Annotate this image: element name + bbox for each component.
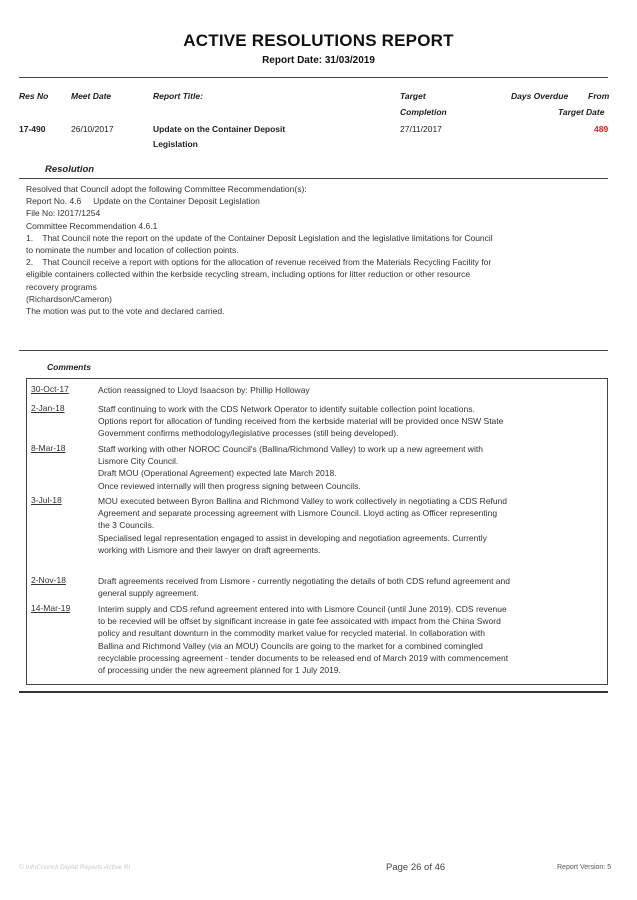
record-meet-date: 26/10/2017 [71,124,114,134]
comment-line: Lismore City Council. [98,456,179,467]
record-report-title-line1: Update on the Container Deposit [153,124,286,134]
report-date: Report Date: 31/03/2019 [262,55,375,66]
comment-line: Government confirms methodology/legislative processes (still being developed). [98,428,399,439]
comment-text [98,403,598,440]
comment-text [98,575,598,599]
comment-date: 2-Nov-18 [31,575,66,585]
resolution-text [26,183,606,317]
report-version: Report Version: 5 [557,864,612,871]
col-days-overdue: Days Overdue [511,91,569,101]
comment-line: Once reviewed internally will then progress signing between Councils. [98,480,361,491]
resolution-line: Resolved that Council adopt the following Committee Recommendation(s): [26,184,307,194]
resolution-line: File No: I2017/1254 [26,208,101,219]
resolution-line: recovery programs [26,281,97,292]
comment-line: policy and resultant downturn in the commodity market value for recycled material. In collaboration with [98,628,485,639]
resolution-line: 1. That Council note the report on the update of the Container Deposit Legislation and the legislative limitations for Council [26,232,493,243]
comment-date: 3-Jul-18 [31,495,62,505]
header-divider [19,77,608,78]
comment-line: Specialised legal representation engaged to assist in developing and negotiation agreements. Currently [98,532,487,543]
comment-date: 14-Mar-19 [31,603,71,613]
resolution-end-divider [19,350,608,351]
resolution-line: Report No. 4.6 Update on the Container Deposit Legislation [26,196,260,207]
comment-text [98,443,598,492]
comment-date: 8-Mar-18 [31,443,66,453]
resolution-line: 2. That Council receive a report with options for the allocation of revenue received from the Materials Recycling Facility for [26,257,492,268]
comment-line: Ballina and Richmond Valley (via an MOU) Councils are going to the market for a combined comingled [98,640,483,651]
comment-line: Draft agreements received from Lismore - currently negotiating the details of both CDS refund agreement and [98,576,510,586]
comment-line: Staff continuing to work with the CDS Network Operator to identify suitable collection point locations. [98,404,475,414]
col-target: Target [400,91,426,101]
comment-line: MOU executed between Byron Ballina and Richmond Valley to work collectively in negotiating a CDS Refund [98,496,508,506]
record-days-overdue: 489 [594,124,609,134]
comment-line: recyclable processing agreement - tender documents to be released end of March 2019 with commencement [98,652,509,663]
resolution-divider [19,178,608,179]
resolution-heading: Resolution [45,164,95,175]
comment-date: 2-Jan-18 [31,403,65,413]
col-target-date: Target Date [558,107,605,117]
page-number: Page 26 of 46 [386,862,446,873]
comments-heading: Comments [47,362,91,372]
comments-box [26,378,608,685]
col-report-title: Report Title: [153,91,203,101]
resolution-line: Committee Recommendation 4.6.1 [26,220,158,231]
record-target-completion: 27/11/2017 [400,124,442,134]
comment-line: to be recevied will be offset by significant increase in gate fee assoicated with impact from the China Sword [98,616,501,627]
resolution-line: eligible containers collected within the kerbside recycling stream, including options for litter reduction or other resource [26,269,471,280]
comment-line: Draft MOU (Operational Agreement) expected late March 2018. [98,468,337,479]
resolution-line: The motion was put to the vote and declared carried. [26,306,225,317]
record-end-divider [19,691,608,693]
comment-line: of processing under the new agreement planned for 1 July 2019. [98,665,341,676]
resolution-line: (Richardson/Cameron) [26,293,112,304]
comment-text [98,603,598,676]
col-completion: Completion [400,107,447,117]
comment-text [98,384,598,396]
comment-line: Action reassigned to Lloyd Isaacson by: Phillip Holloway [98,385,310,395]
record-res-no: 17-490 [19,124,46,134]
comment-line: working with Lismore and their lawyer on draft agreements. [98,544,321,555]
resolution-line: to nominate the number and location of collection points. [26,245,239,256]
comment-line: the 3 Councils. [98,520,155,531]
col-meet-date: Meet Date [71,91,112,101]
report-title: ACTIVE RESOLUTIONS REPORT [183,31,454,50]
footer-watermark: © InfoCouncil Digital Reports Active RI [19,864,131,871]
comment-line: Options report for allocation of funding received from the kerbside material will be provided once NSW State [98,416,504,427]
comment-line: Staff working with other NOROC Council's (Ballina/Richmond Valley) to work up a new agreement with [98,444,483,454]
col-res-no: Res No [19,91,49,101]
comment-date: 30-Oct-17 [31,384,69,394]
record-report-title-line2: Legislation [153,139,198,149]
comment-line: Agreement and separate processing agreement with Lismore Council. Lloyd acting as Officer representing [98,508,498,519]
comment-text [98,495,598,556]
comment-line: general supply agreement. [98,588,199,599]
col-from: From [588,91,610,101]
comment-line: Interim supply and CDS refund agreement entered into with Lismore Council (until June 2019). CDS revenue [98,604,507,614]
